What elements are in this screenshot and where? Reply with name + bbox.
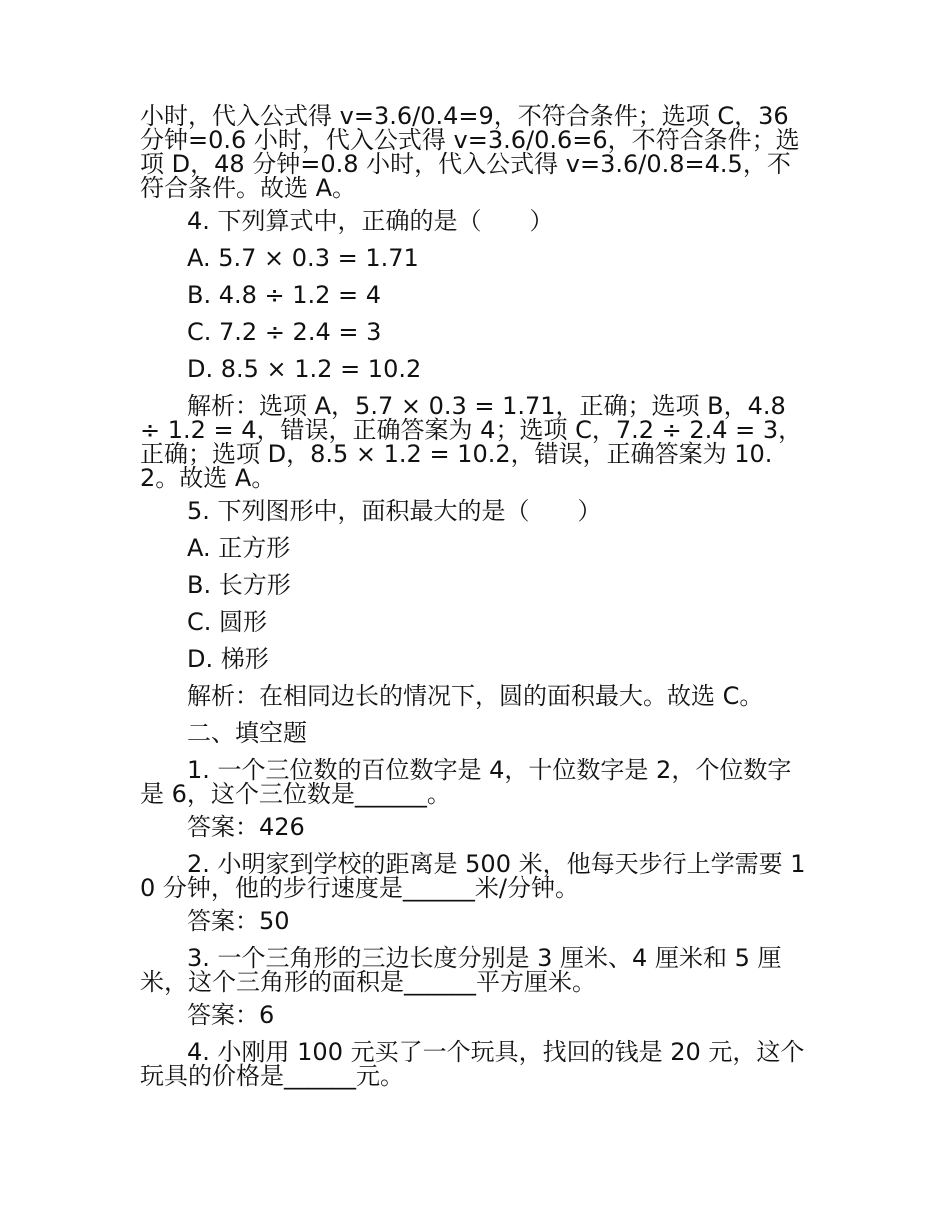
q5-option-d: D. 梯形 bbox=[187, 645, 269, 673]
q4-option-d: D. 8.5 × 1.2 = 10.2 bbox=[187, 355, 422, 383]
q4-option-b: B. 4.8 ÷ 1.2 = 4 bbox=[187, 281, 382, 309]
q5-explanation: 解析：在相同边长的情况下，圆的面积最大。故选 C。 bbox=[187, 682, 764, 710]
q5-option-c: C. 圆形 bbox=[187, 608, 268, 636]
q4-option-c: C. 7.2 ÷ 2.4 = 3 bbox=[187, 318, 382, 346]
q5-option-b: B. 长方形 bbox=[187, 571, 291, 599]
q3-explanation-tail: 小时，代入公式得 v=3.6/0.4=9，不符合条件；选项 C，36 分钟=0.6 小时，代入公式得 v=3.6/0.6=6，不符合条件；选项 D，48 分钟=0.8 小时，代入公式得 v=3.6/0.8=4.5，不符合条件。故选 A。 bbox=[140, 102, 800, 202]
fill-2-question: 2. 小明家到学校的距离是 500 米，他每天步行上学需要 10 分钟，他的步行速度是______米/分钟。 bbox=[140, 850, 806, 902]
fill-3-answer: 答案：6 bbox=[187, 1001, 275, 1029]
document-content bbox=[140, 104, 808, 1088]
q4-explanation: 解析：选项 A，5.7 × 0.3 = 1.71，正确；选项 B，4.8 ÷ 1.2 = 4，错误，正确答案为 4；选项 C，7.2 ÷ 2.4 = 3，正确；选项 D，8.5 × 1.2 = 10.2，错误，正确答案为 10.2。故选 A。 bbox=[140, 392, 803, 492]
section-title: 二、填空题 bbox=[187, 719, 307, 747]
q4-stem: 4. 下列算式中，正确的是（ ） bbox=[187, 207, 554, 235]
fill-3-question: 3. 一个三角形的三边长度分别是 3 厘米、4 厘米和 5 厘米，这个三角形的面积是______平方厘米。 bbox=[140, 944, 782, 996]
q5-option-a: A. 正方形 bbox=[187, 534, 291, 562]
fill-1-question: 1. 一个三位数的百位数字是 4，十位数字是 2，个位数字是 6，这个三位数是______。 bbox=[140, 756, 792, 808]
fill-4-question: 4. 小刚用 100 元买了一个玩具，找回的钱是 20 元，这个玩具的价格是______元。 bbox=[140, 1038, 805, 1090]
q4-option-a: A. 5.7 × 0.3 = 1.71 bbox=[187, 244, 419, 272]
fill-1-answer: 答案：426 bbox=[187, 813, 305, 841]
q5-stem: 5. 下列图形中，面积最大的是（ ） bbox=[187, 497, 602, 525]
fill-2-answer: 答案：50 bbox=[187, 907, 290, 935]
